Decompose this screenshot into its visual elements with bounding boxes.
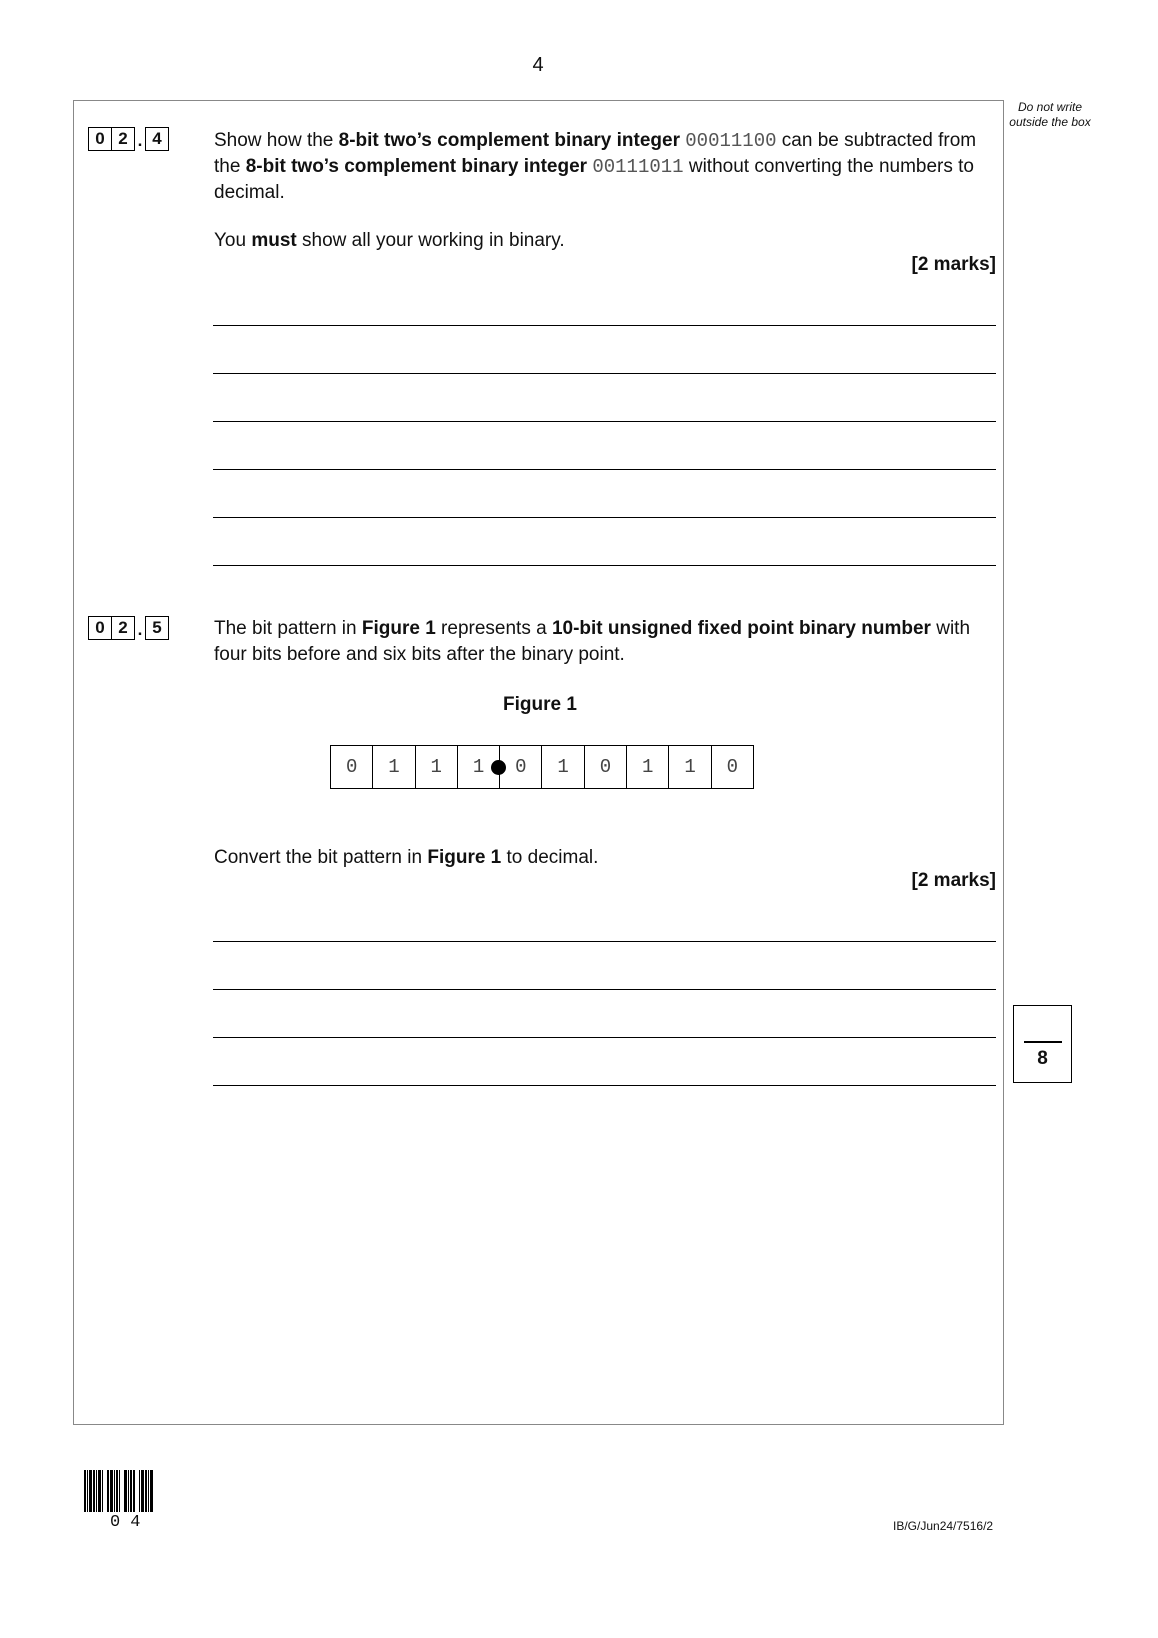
question-024-instruction: You must show all your working in binary.	[214, 230, 565, 251]
answer-line[interactable]	[213, 517, 996, 518]
bit-cell: 1	[415, 746, 457, 788]
page-number: 4	[532, 54, 544, 76]
score-box	[1013, 1005, 1072, 1083]
score-total: 8	[1037, 1048, 1048, 1069]
bit-cell: 1	[668, 746, 710, 788]
answer-line[interactable]	[213, 469, 996, 470]
answer-line[interactable]	[213, 1037, 996, 1038]
qnum-digit: 4	[145, 127, 169, 151]
answer-line[interactable]	[213, 421, 996, 422]
bit-cell: 1	[541, 746, 583, 788]
answer-line[interactable]	[213, 565, 996, 566]
barcode-icon	[84, 1470, 153, 1512]
bit-cell: 0	[584, 746, 626, 788]
margin-note: Do not write outside the box	[1009, 100, 1091, 129]
bit-cell: 0	[345, 756, 358, 778]
bit-pattern	[330, 745, 754, 789]
figure-title: Figure 1	[503, 694, 577, 715]
qnum-digit: 0	[88, 127, 112, 151]
barcode-number: 04	[110, 1513, 151, 1532]
question-number-024: 0 2 . 4	[88, 127, 169, 151]
bit-cell: 1	[372, 746, 414, 788]
answer-line[interactable]	[213, 941, 996, 942]
question-number-025: 0 2 . 5	[88, 616, 169, 640]
answer-line[interactable]	[213, 373, 996, 374]
qnum-digit: 2	[112, 616, 135, 640]
question-025-text: The bit pattern in Figure 1 represents a 10-bit unsigned fixed point binary number with four bits before and six bits after the binary point.	[214, 618, 971, 665]
question-024-text: Show how the 8-bit two’s complement binary integer 00011100 can be subtracted from the 8-bit two’s complement binary integer 00111011 without converting the numbers to decimal.	[214, 130, 977, 203]
marks-025: [2 marks]	[911, 870, 996, 891]
answer-line[interactable]	[213, 989, 996, 990]
paper-reference: IB/G/Jun24/7516/2	[893, 1519, 994, 1533]
marks-024: [2 marks]	[911, 254, 996, 275]
question-025-instruction: Convert the bit pattern in Figure 1 to decimal.	[214, 847, 599, 868]
qnum-digit: 5	[145, 616, 169, 640]
bit-cell: 0	[499, 746, 541, 788]
bit-cell: 1	[626, 746, 668, 788]
qnum-digit: 0	[88, 616, 112, 640]
qnum-digit: 2	[112, 127, 135, 151]
answer-line[interactable]	[213, 325, 996, 326]
binary-point-icon	[491, 760, 506, 775]
answer-line[interactable]	[213, 1085, 996, 1086]
bit-cell: 1	[457, 746, 499, 788]
bit-cell: 0	[711, 746, 753, 788]
